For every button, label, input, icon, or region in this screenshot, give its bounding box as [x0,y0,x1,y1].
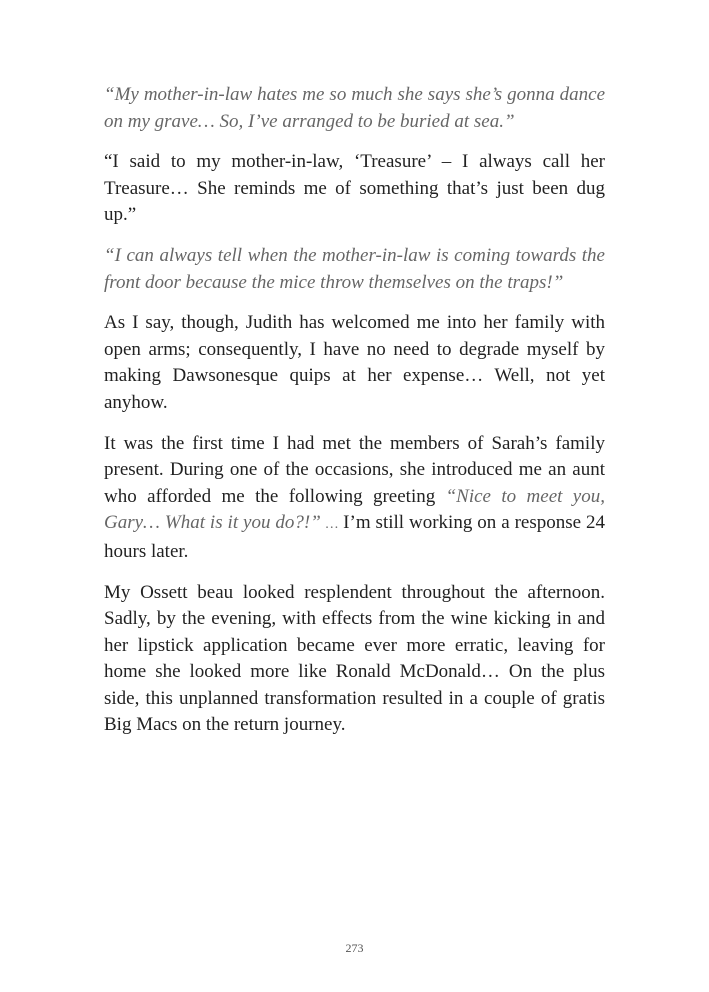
paragraph-ossett-beau: My Ossett beau looked resplendent throughout the afternoon. Sadly, by the evening, with effects from the wine kicking in and her lipstick application became ever more erratic, leaving for home she looked more like Ronald McDonald… On the plus side, this unplanned transformation resulted in a couple of gratis Big Macs on the return journey. [104,581,605,736]
paragraph-aunt-end: I’m still working on a response 24 hours later. [104,512,606,562]
joke-quote-2: “I said to my mother-in-law, ‘Treasure’ – I always call her Treasure… She reminds me of something that’s just been dug up.” [104,151,605,226]
paragraph-aunt [104,431,605,566]
aunt-greeting-quote: “Nice to meet you, Gary… What is it you do?!” [104,485,605,534]
paragraph-judith: As I say, though, Judith has welcomed me into her family with open arms; consequently, I have no need to degrade myself by making Dawsonesque quips at her expense… Well, not yet anyhow. [104,312,605,413]
joke-quote-3: “I can always tell when the mother-in-law is coming towards the front door because the mice throw themselves on the traps!” [104,244,605,293]
joke-quote-1: “My mother-in-law hates me so much she says she’s gonna dance on my grave… So, I’ve arranged to be buried at sea.” [104,84,605,132]
page-number: 273 [345,941,364,955]
aunt-greeting-ellipsis: … [325,517,339,533]
paragraph-aunt-start: It was the first time I had met the members of Sarah’s family present. During one of the occasions, she introduced me an aunt who afforded me the following greeting [104,432,605,507]
page-body [104,82,605,753]
